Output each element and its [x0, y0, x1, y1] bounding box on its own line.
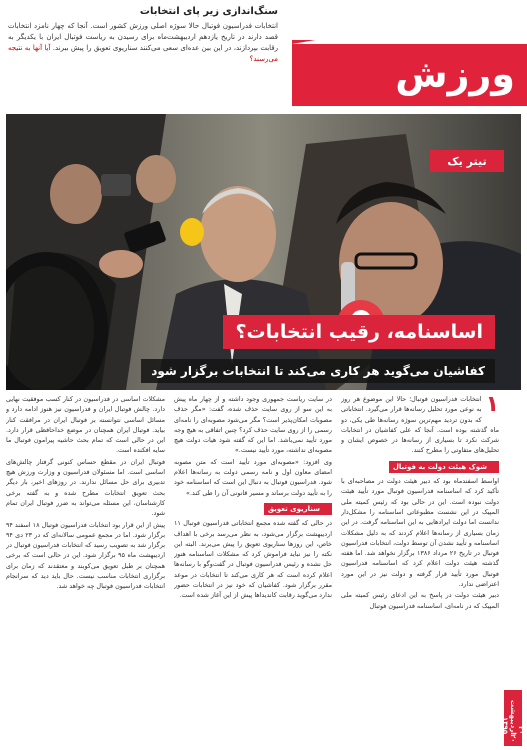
paragraph: وی افزود: «مصوبه‌ای مورد تأیید است که متن مصوبه امضای معاون اول و نامه رسمی دولت به رسانه‌ها اعلام شود. فدراسیون فوتبال به دنبال این است که اساسنامه خود را به تأیید دولت برساند و مسیر قانونی آن را طی کند.»	[174, 457, 332, 497]
lead-box	[8, 6, 278, 65]
subhead-government: شوک هیئت دولت به فوتبال	[389, 461, 499, 473]
lead-text: انتخابات فدراسیون فوتبال حالا سوژه اصلی ورزش کشور است. آنجا که چهار نامزد انتخابات قصد دارند در تاریخ یازدهم اردیبهشت‌ماه برای رسیدن به ریاست فوتبال ایران با یکدیگر به رقابت بپردازند، در این بین عده‌ای سعی می‌کنند سناریوی تعویق را پیش ببرند. آیا آنها به نتیجه می‌رسند؟	[8, 22, 278, 63]
article-columns	[6, 394, 499, 744]
subheadline: کفاشیان می‌گوید هر کاری می‌کند تا انتخابات برگزار شود	[141, 359, 495, 383]
paragraph: فوتبال ایران در مقطع حساس کنونی گرفتار چالش‌های اساسی است. اما مسئولان فدراسیون و وزارت ورزش هیچ تدبیری برای حل مسائل ندارند. در روزهای اخیر، بار دیگر بحث تعویق انتخابات مطرح شده و به گفته برخی کارشناسان، این مسئله می‌تواند به ضرر فوتبال ایران تمام شود.	[6, 457, 165, 518]
subhead-postponement: سناریوی تعویق	[264, 503, 332, 515]
lead-question: آیا آنها به نتیجه می‌رسند؟	[8, 44, 278, 63]
paragraph: انتخابات فدراسیون فوتبال؛ حالا این موضوع هر روز به نوعی مورد تحلیل رسانه‌ها قرار می‌گیرد. انتخاباتی که بدون تردید مهم‌ترین سوژه رسانه‌ها طی یکی، دو ماه گذشته بوده است. آنجا که علی کفاشیان در انتخابات شرکت نکرد تا بسیاری از رسانه‌ها در خصوص ایشان و تحلیل‌های متفاوتی را مطرح کنند.	[341, 395, 499, 455]
paragraph: در سایت ریاست جمهوری وجود داشته و از چهار ماه پیش به این سو از روی سایت حذف شده، گفت: «مگر حذف مصوبات امکان‌پذیر است؟ مگر می‌شود مصوبه‌ای را نامه‌ای رسمی را از روی سایت حذف کرد؟ چنین اتفاقی به هیچ وجه مورد تأیید نمی‌باشد. اما این که گفته شود هیات دولت هیچ مصوبه‌ای نداشته، مورد تأیید نیست.»	[174, 395, 332, 455]
article-column-3	[6, 394, 165, 744]
section-title: ورزش	[395, 52, 515, 96]
pin-icon	[490, 463, 495, 471]
page-header	[0, 0, 527, 112]
lead-title: سنگ‌اندازی زیر پای انتخابات	[139, 6, 278, 17]
paragraph: در حالی که گفته شده مجمع انتخاباتی فدراسیون فوتبال ۱۱ اردیبهشت برگزار می‌شود، به نظر می‌رسد برخی با اهداف خاص، این روزها سناریوی تعویق را پیش می‌برند. البته این نکته را نیز نباید فراموش کرد که مشکلات اساسنامه هنوز حل نشده و رئیس فدراسیون فوتبال در گفت‌وگو با رسانه‌ها اعلام کرده است که هر کاری می‌کند تا انتخابات در موعد مقرر برگزار شود. کفاشیان که خود نیز در انتخابات حضور ندارد می‌گوید رقابت کاندیداها پیش از این آغاز شده است.	[174, 519, 332, 600]
paragraph: پیش از این قرار بود انتخابات فدراسیون فوتبال ۱۸ اسفند ۹۴ برگزار شود. اما در مجمع عمومی سالانه‌ای که در ۲۳ دی ۹۴ برگزار شد به تصویب رسید که انتخابات فدراسیون فوتبال در اردیبهشت ماه ۹۵ برگزار شود. این در حالی است که برخی همچنان بر طبل تعویق می‌کوبند و معتقدند که زمان برای برگزاری انتخابات مناسب نیست. حال باید دید که سرانجام انتخابات فدراسیون فوتبال چه خواهد شد.	[6, 520, 165, 591]
banner-corner	[292, 4, 527, 44]
article-column-1	[341, 394, 499, 744]
headline: اساسنامه، رقیب انتخابات؟	[223, 315, 495, 349]
paragraph: اواسط اسفندماه بود که دبیر هیئت دولت در مصاحبه‌ای با تأکید کرد که اساسنامه فدراسیون فوتبال مورد تأیید هیئت دولت نبوده است. این در حالی بود که رئیس کمیته ملی المپیک در این نشست مطبوعاتی اساسنامه را مشکل‌دار ندانست اما دولت ایرادهایی به این اساسنامه گرفت. در این زمان بسیاری از رسانه‌ها اعلام کردند که به دلیل مشکلات اساسنامه و تأیید نشدن آن توسط دولت، انتخابات فدراسیون فوتبال در تاریخ ۲۶ مرداد ۱۳۸۶ برگزار نخواهد شد. اما هفته گذشته هیئت دولت اعلام کرد که اساسنامه فدراسیون فوتبال مورد تأیید قرار گرفته و دولت نیز در این مورد اعتراضی ندارد.	[341, 477, 499, 589]
page-strip	[501, 690, 525, 746]
paragraph: مشکلات اساسی در فدراسیون در کنار کسب موفقیت نهایی دارد. چالش فوتبال ایران و فدراسیون نیز هنوز ادامه دارد و مسائل اساسی نتوانسته بر فوتبال ایران در مرافقت کنار بیاید. فوتبال ایران همچنان در موضع خداحافظی قرار دارد. این در حالی است که تمام بحث حاشیه پیرامون فوتبال ما سایه افکنده است.	[6, 395, 165, 455]
paragraph: دبیر هیئت دولت در پاسخ به این ادعای رئیس کمیته ملی المپیک که در نامه‌ای، اساسنامه فدراسیون فوتبال	[341, 591, 499, 610]
issue-date: ۲۰ اردیبهشت ۱۳۹۵	[501, 699, 525, 735]
dropcap: ۱	[485, 394, 499, 417]
pin-icon	[323, 505, 328, 513]
page-number: ۲۰	[509, 734, 517, 743]
article-column-2	[174, 394, 332, 744]
headline-tag: تیتر یک	[430, 150, 504, 172]
